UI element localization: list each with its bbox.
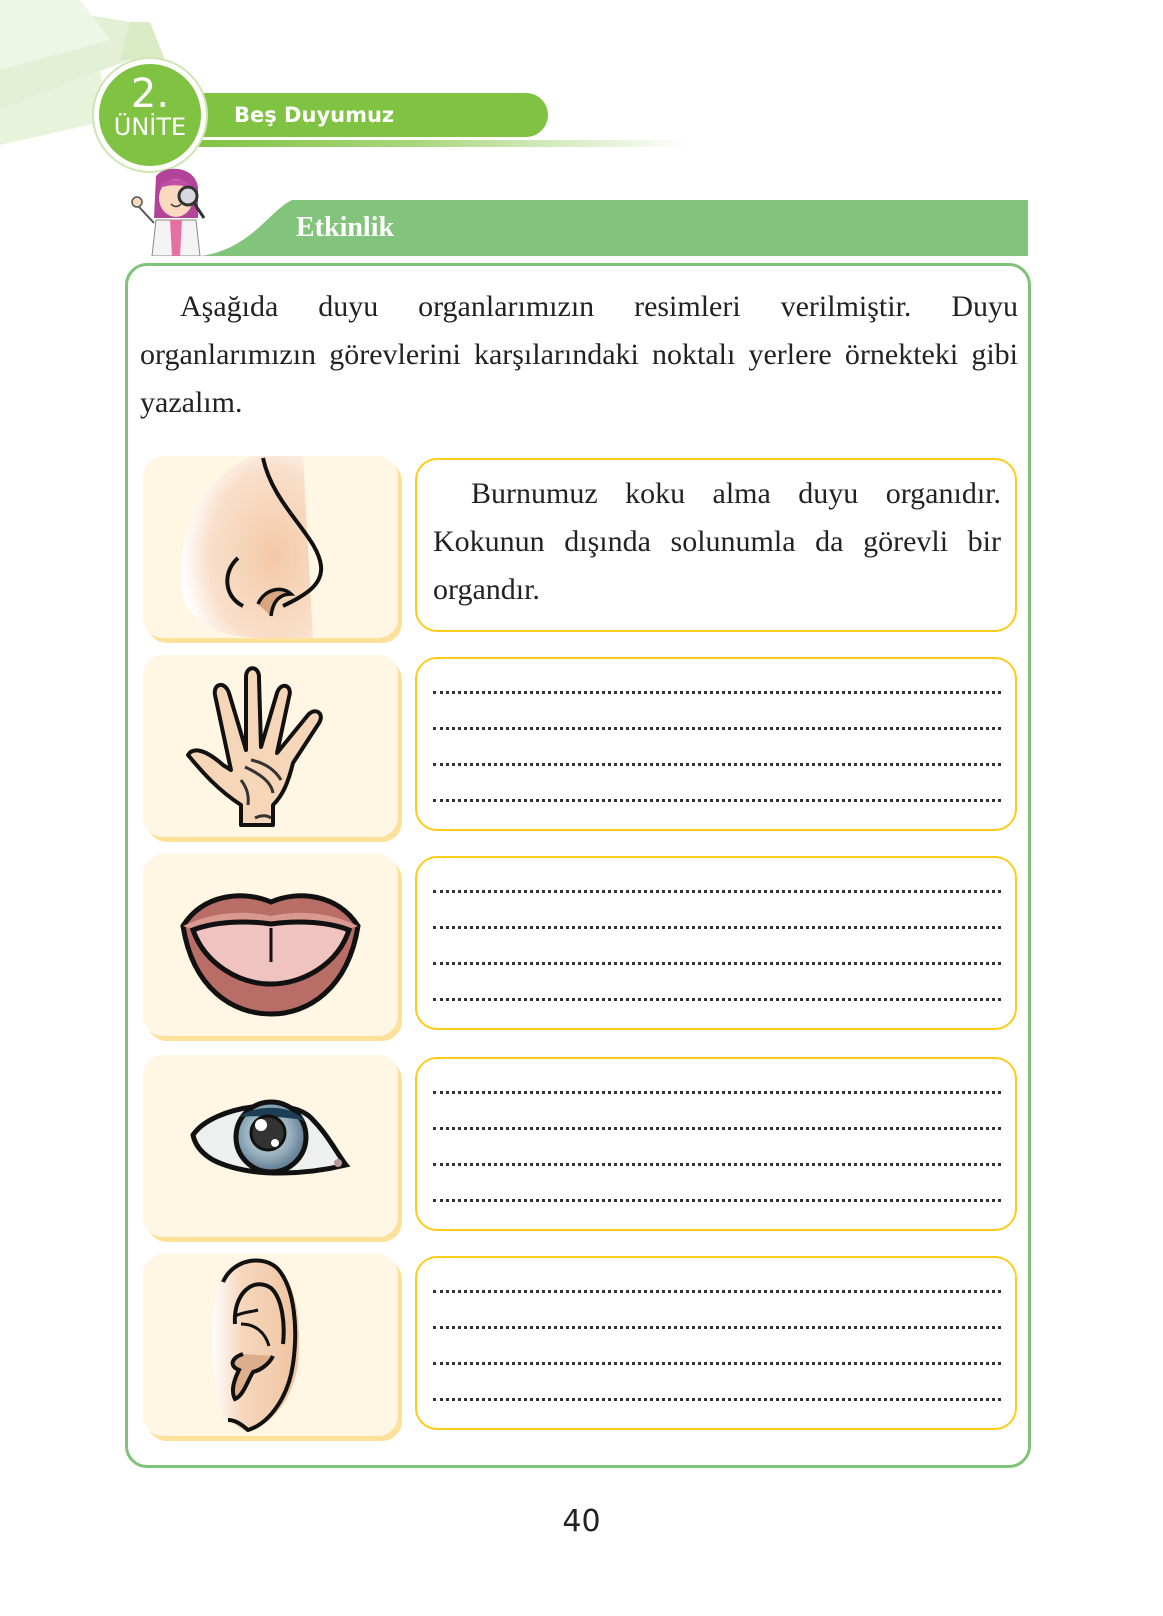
instructions-text: Aşağıda duyu organlarımızın resimleri verilmiştir. Duyu organlarımızın görevlerini karşılarındaki noktalı yerlere örnekteki gibi yazalım. — [140, 290, 1018, 419]
organ-row-eye — [143, 1055, 1017, 1241]
answer-line[interactable] — [433, 890, 1001, 893]
organ-image-card — [143, 854, 398, 1036]
unit-underline — [190, 140, 690, 147]
mascot-icon — [126, 168, 226, 256]
answer-line[interactable] — [433, 998, 1001, 1001]
organ-image-card — [143, 1055, 398, 1237]
answer-line[interactable] — [433, 763, 1001, 766]
answer-line[interactable] — [433, 1199, 1001, 1202]
answer-card-eye[interactable] — [415, 1057, 1017, 1231]
organ-row-hand — [143, 655, 1017, 841]
organ-row-mouth — [143, 854, 1017, 1040]
eye-icon — [143, 1055, 398, 1237]
unit-title: Beş Duyumuz — [234, 103, 395, 127]
answer-line[interactable] — [433, 1398, 1001, 1401]
page-number: 40 — [562, 1504, 601, 1539]
answer-line[interactable] — [433, 1127, 1001, 1130]
ear-icon — [143, 1254, 398, 1436]
answer-line[interactable] — [433, 1290, 1001, 1293]
answer-line[interactable] — [433, 1362, 1001, 1365]
answer-line[interactable] — [433, 962, 1001, 965]
nose-icon — [143, 456, 398, 638]
organ-image-card — [143, 1254, 398, 1436]
unit-label: ÜNİTE — [113, 113, 187, 141]
hand-icon — [143, 655, 398, 837]
unit-title-pill — [190, 93, 548, 137]
answer-card-hand[interactable] — [415, 657, 1017, 831]
organ-row-ear — [143, 1254, 1017, 1440]
organ-image-card — [143, 655, 398, 837]
organ-image-card — [143, 456, 398, 638]
organ-row-nose — [143, 456, 1017, 642]
answer-card-mouth[interactable] — [415, 856, 1017, 1030]
answer-line[interactable] — [433, 926, 1001, 929]
mouth-icon — [143, 854, 398, 1036]
unit-badge — [99, 64, 201, 166]
instructions — [140, 283, 1018, 427]
answer-line[interactable] — [433, 691, 1001, 694]
answer-line[interactable] — [433, 799, 1001, 802]
answer-line[interactable] — [433, 1326, 1001, 1329]
unit-number: 2. — [130, 71, 170, 117]
answer-card-ear[interactable] — [415, 1256, 1017, 1430]
example-answer-card — [415, 458, 1017, 632]
activity-banner-label: Etkinlik — [296, 212, 395, 243]
answer-line[interactable] — [433, 727, 1001, 730]
example-answer-text: Burnumuz koku alma duyu organıdır. Kokunun dışında solunumla da görevli bir organdır. — [433, 477, 1001, 606]
answer-line[interactable] — [433, 1091, 1001, 1094]
answer-line[interactable] — [433, 1163, 1001, 1166]
